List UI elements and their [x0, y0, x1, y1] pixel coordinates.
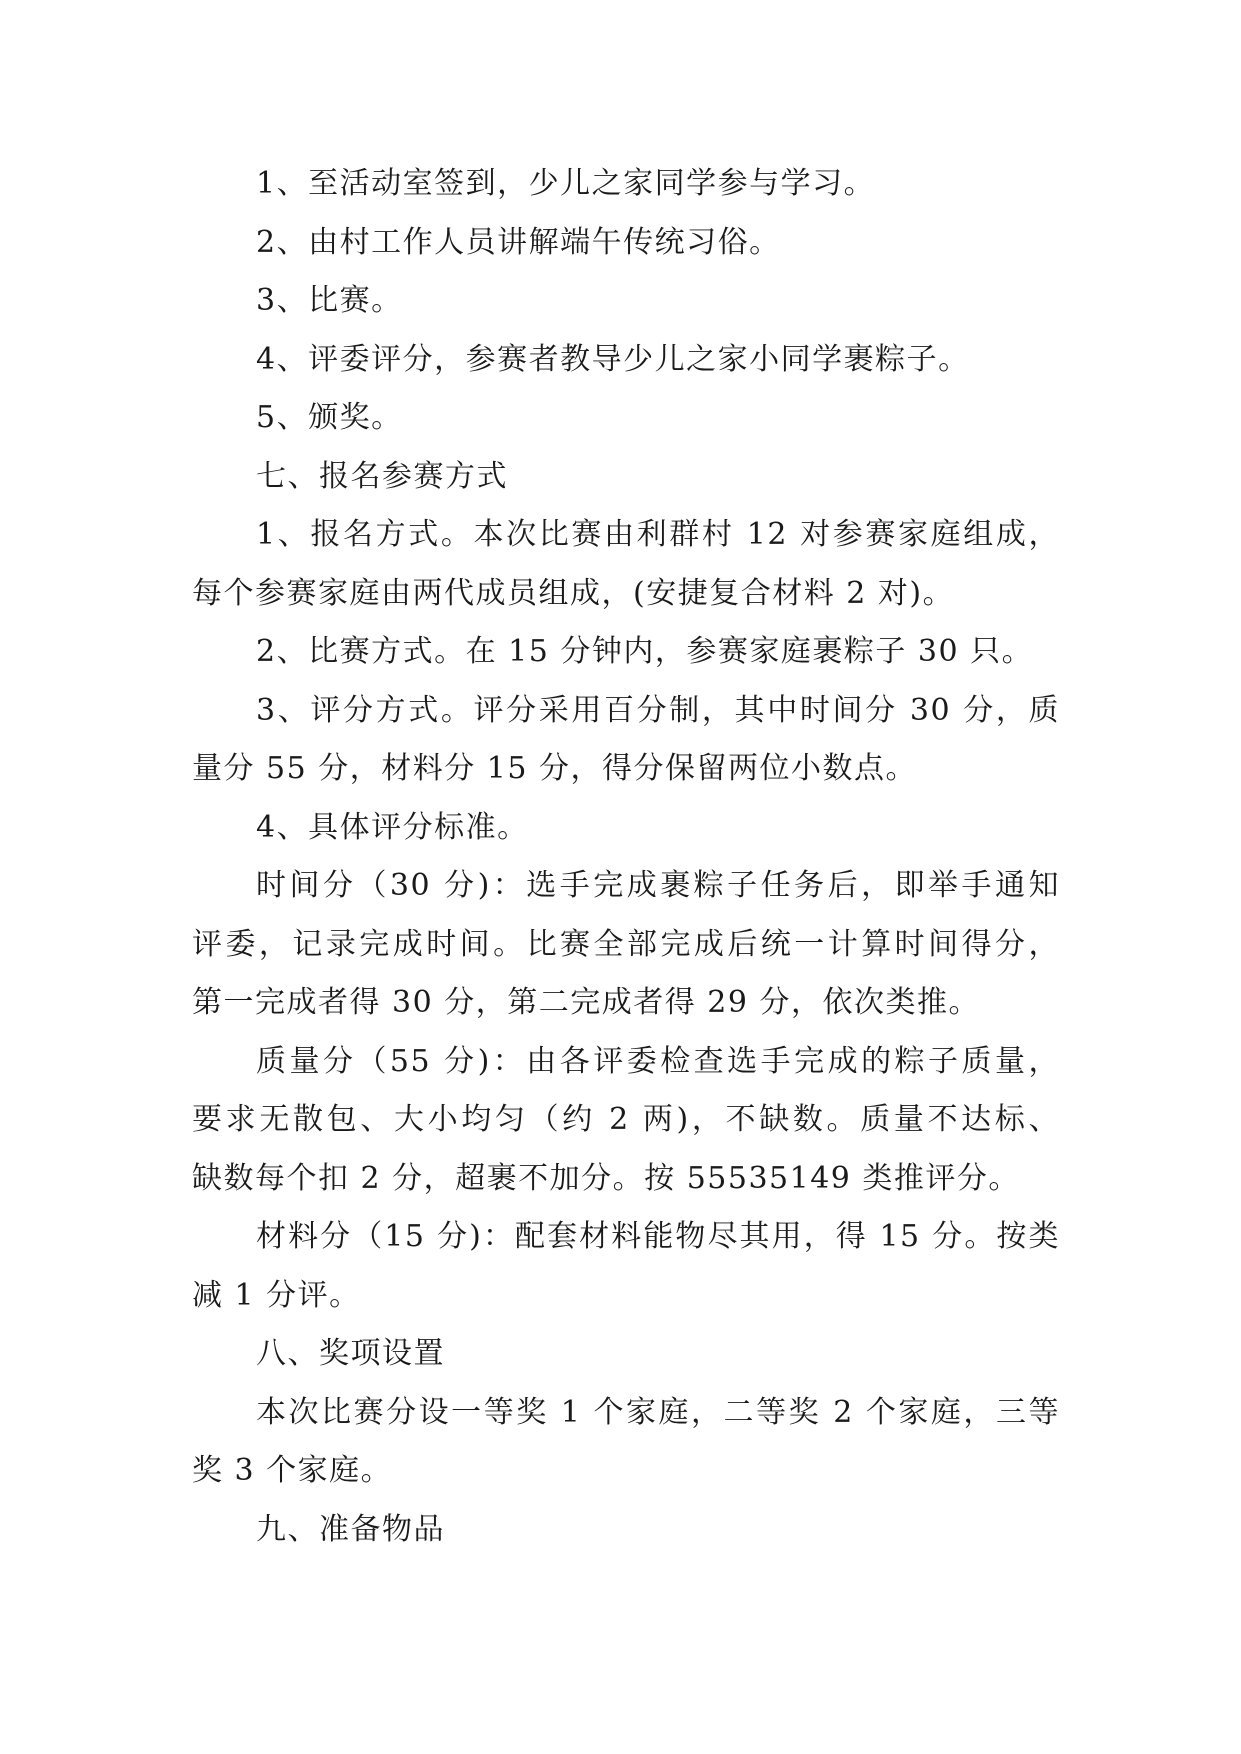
paragraph-quality-score-line-1: 质量分（55 分)：由各评委检查选手完成的粽子质量， — [256, 1043, 1060, 1079]
paragraph-criteria-heading: 4、具体评分标准。 — [256, 809, 529, 845]
paragraph-registration-line-1: 1、报名方式。本次比赛由利群村 12 对参赛家庭组成， — [256, 517, 1060, 552]
paragraph-time-score-line-2: 评委，记录完成时间。比赛全部完成后统一计算时间得分， — [192, 926, 1060, 962]
paragraph-awards-line-2: 奖 3 个家庭。 — [192, 1453, 393, 1488]
document-body — [192, 155, 1060, 1559]
section-heading-supplies: 九、准备物品 — [256, 1511, 445, 1547]
paragraph-competition-format: 2、比赛方式。在 15 分钟内，参赛家庭裹粽子 30 只。 — [256, 634, 1034, 669]
paragraph-registration-line-2: 每个参赛家庭由两代成员组成，(安捷复合材料 2 对)。 — [192, 575, 955, 611]
section-heading-awards: 八、奖项设置 — [256, 1336, 445, 1371]
paragraph-time-score-line-3: 第一完成者得 30 分，第二完成者得 29 分，依次类推。 — [192, 985, 980, 1020]
paragraph-quality-score-line-2: 要求无散包、大小均匀（约 2 两)，不缺数。质量不达标、 — [192, 1102, 1060, 1137]
paragraph-awards-line-1: 本次比赛分设一等奖 1 个家庭，二等奖 2 个家庭，三等 — [256, 1394, 1060, 1430]
paragraph-material-score-line-1: 材料分（15 分)：配套材料能物尽其用，得 15 分。按类 — [256, 1219, 1060, 1254]
list-item-awards: 5、颁奖。 — [256, 400, 403, 435]
paragraph-material-score-line-2: 减 1 分评。 — [192, 1277, 361, 1313]
paragraph-quality-score-line-3: 缺数每个扣 2 分，超裹不加分。按 55535149 类推评分。 — [192, 1160, 1020, 1196]
paragraph-time-score-line-1: 时间分（30 分)：选手完成裹粽子任务后，即举手通知 — [256, 868, 1060, 903]
list-item-judging: 4、评委评分，参赛者教导少儿之家小同学裹粽子。 — [256, 341, 970, 377]
section-heading-registration: 七、报名参赛方式 — [256, 458, 508, 494]
list-item-competition: 3、比赛。 — [256, 283, 403, 318]
list-item-customs-talk: 2、由村工作人员讲解端午传统习俗。 — [256, 224, 781, 260]
list-item-checkin: 1、至活动室签到，少儿之家同学参与学习。 — [256, 166, 876, 201]
paragraph-scoring-line-1: 3、评分方式。评分采用百分制，其中时间分 30 分，质 — [256, 692, 1060, 728]
paragraph-scoring-line-2: 量分 55 分，材料分 15 分，得分保留两位小数点。 — [192, 751, 917, 786]
